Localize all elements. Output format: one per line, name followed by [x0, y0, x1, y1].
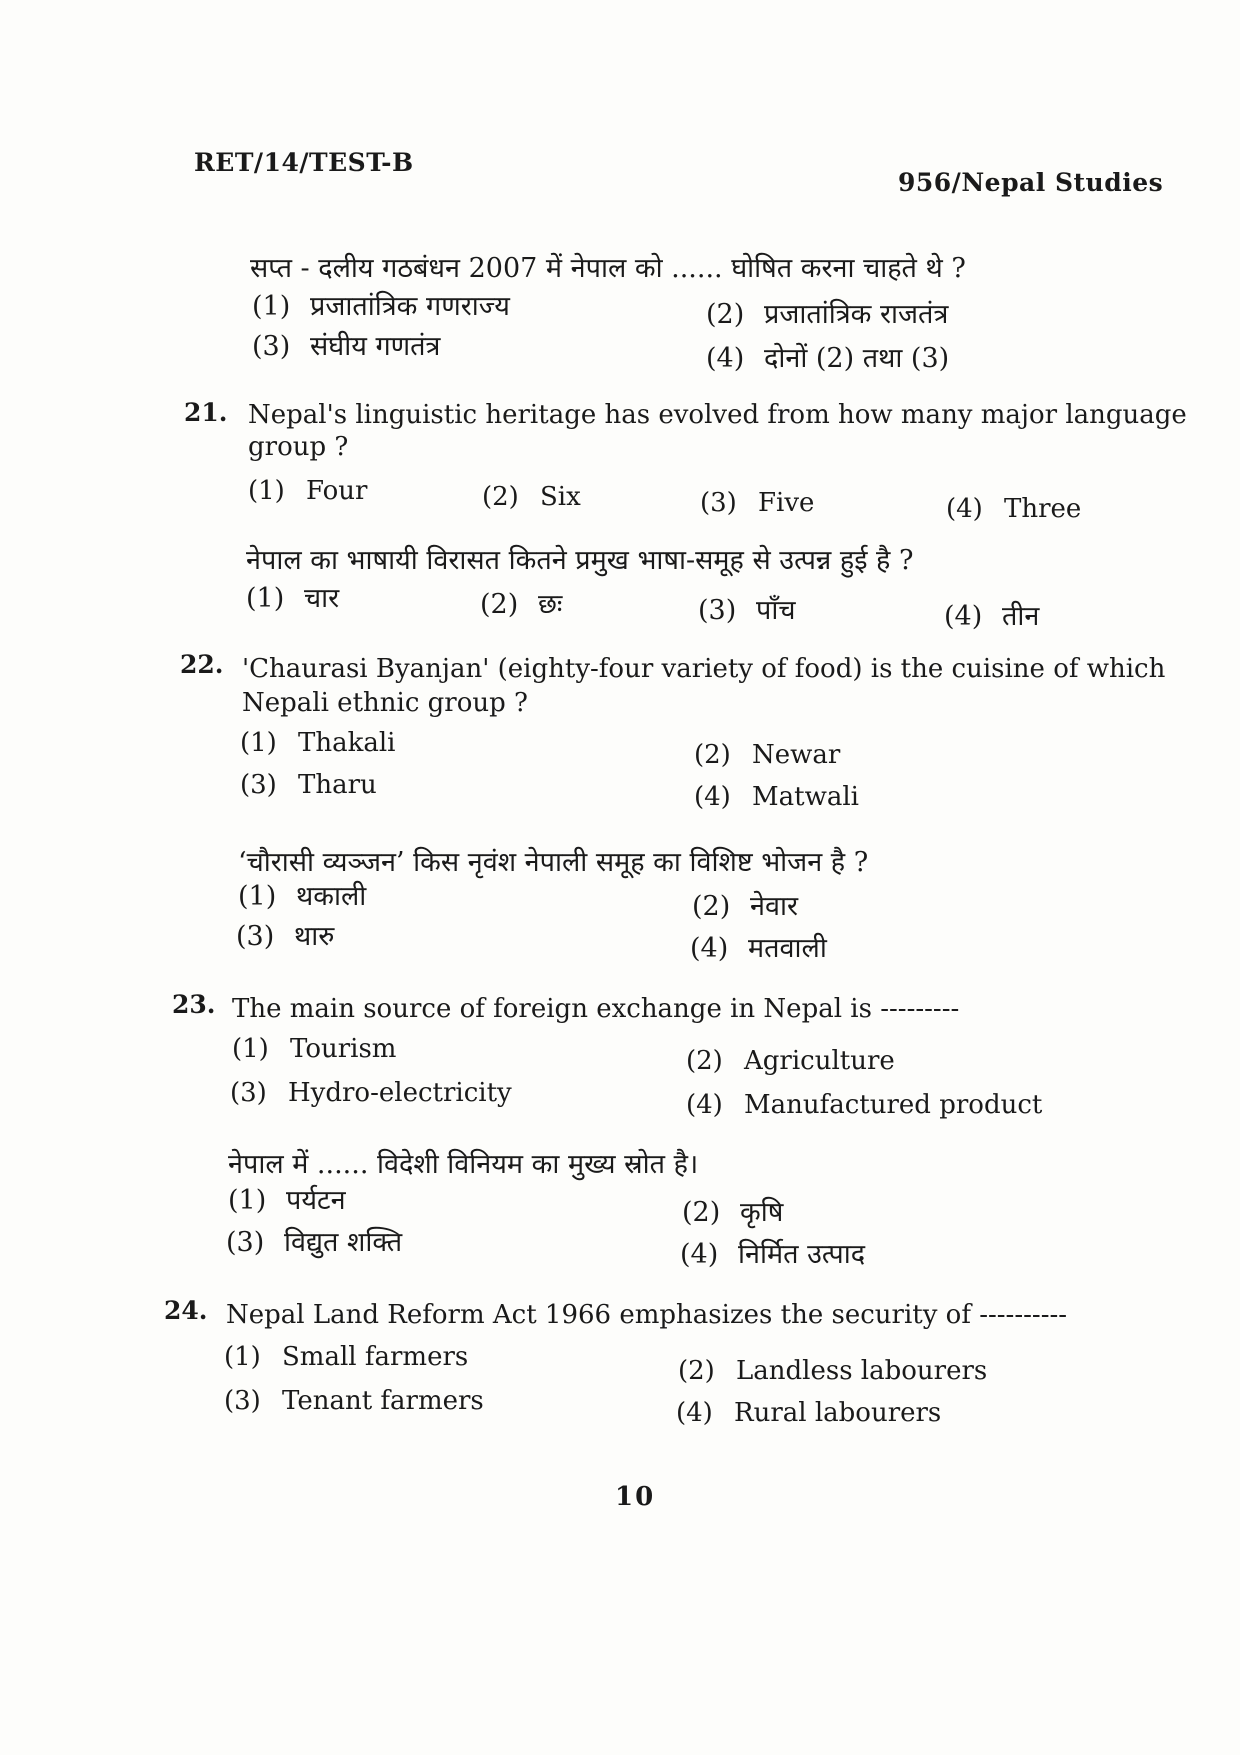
q21-option-3: (3) Five — [700, 488, 815, 518]
q22-hindi-stem: ‘चौरासी व्यञ्जन’ किस नृवंश नेपाली समूह का विशिष्ट भोजन है ? — [238, 847, 869, 878]
page-number: 10 — [615, 1482, 656, 1512]
q22-option-4: (4) Matwali — [694, 782, 859, 812]
q22-hindi-option-2: (2) नेवार — [692, 891, 799, 922]
q21-stem-line-2: group ? — [248, 432, 349, 462]
q20-hindi-option-3: (3) संघीय गणतंत्र — [252, 331, 441, 362]
q22-stem-line-2: Nepali ethnic group ? — [242, 688, 528, 718]
q23-hindi-stem: नेपाल में ...... विदेशी विनियम का मुख्य स्रोत है। — [228, 1149, 699, 1180]
q21-hindi-option-4: (4) तीन — [944, 601, 1040, 632]
q22-option-3: (3) Tharu — [240, 770, 377, 800]
q23-option-1: (1) Tourism — [232, 1034, 397, 1064]
q21-hindi-stem: नेपाल का भाषायी विरासत कितने प्रमुख भाषा-समूह से उत्पन्न हुई है ? — [246, 545, 914, 576]
q20-hindi-stem: सप्त - दलीय गठबंधन 2007 में नेपाल को ...... घोषित करना चाहते थे ? — [250, 253, 966, 284]
q20-hindi-option-2: (2) प्रजातांत्रिक राजतंत्र — [706, 299, 949, 330]
q22-hindi-option-3: (3) थारु — [236, 921, 335, 952]
q22-option-1: (1) Thakali — [240, 728, 396, 758]
q24-option-4: (4) Rural labourers — [676, 1398, 942, 1428]
q22-number: 22. — [180, 650, 224, 679]
q22-hindi-option-1: (1) थकाली — [238, 881, 367, 912]
q23-hindi-option-2: (2) कृषि — [682, 1197, 784, 1228]
q20-hindi-option-1: (1) प्रजातांत्रिक गणराज्य — [252, 291, 510, 322]
q23-option-4: (4) Manufactured product — [686, 1090, 1043, 1120]
q21-option-2: (2) Six — [482, 482, 581, 512]
q21-hindi-option-3: (3) पाँच — [698, 595, 796, 626]
q24-option-1: (1) Small farmers — [224, 1342, 469, 1372]
q23-option-3: (3) Hydro-electricity — [230, 1078, 512, 1108]
q21-number: 21. — [184, 398, 228, 427]
q23-stem-line-1: The main source of foreign exchange in Nepal is --------- — [232, 994, 960, 1024]
paper-code: RET/14/TEST-B — [194, 148, 414, 177]
q24-option-3: (3) Tenant farmers — [224, 1386, 484, 1416]
q23-hindi-option-3: (3) विद्युत शक्ति — [226, 1227, 403, 1258]
q23-number: 23. — [172, 990, 216, 1019]
subject-title: 956/Nepal Studies — [898, 168, 1164, 197]
q21-option-1: (1) Four — [248, 476, 368, 506]
q24-stem-line-1: Nepal Land Reform Act 1966 emphasizes the security of ---------- — [226, 1300, 1068, 1330]
q23-hindi-option-4: (4) निर्मित उत्पाद — [680, 1239, 866, 1270]
q21-hindi-option-1: (1) चार — [246, 583, 340, 614]
q23-hindi-option-1: (1) पर्यटन — [228, 1185, 346, 1216]
q24-number: 24. — [164, 1296, 208, 1325]
q21-hindi-option-2: (2) छः — [480, 589, 563, 620]
q24-option-2: (2) Landless labourers — [678, 1356, 988, 1386]
q22-hindi-option-4: (4) मतवाली — [690, 933, 827, 964]
q20-hindi-option-4: (4) दोनों (2) तथा (3) — [706, 343, 950, 374]
q22-stem-line-1: 'Chaurasi Byanjan' (eighty-four variety of food) is the cuisine of which — [242, 654, 1166, 684]
q22-option-2: (2) Newar — [694, 740, 841, 770]
q21-option-4: (4) Three — [946, 494, 1082, 524]
q23-option-2: (2) Agriculture — [686, 1046, 895, 1076]
q21-stem-line-1: Nepal's linguistic heritage has evolved from how many major language — [248, 400, 1187, 430]
